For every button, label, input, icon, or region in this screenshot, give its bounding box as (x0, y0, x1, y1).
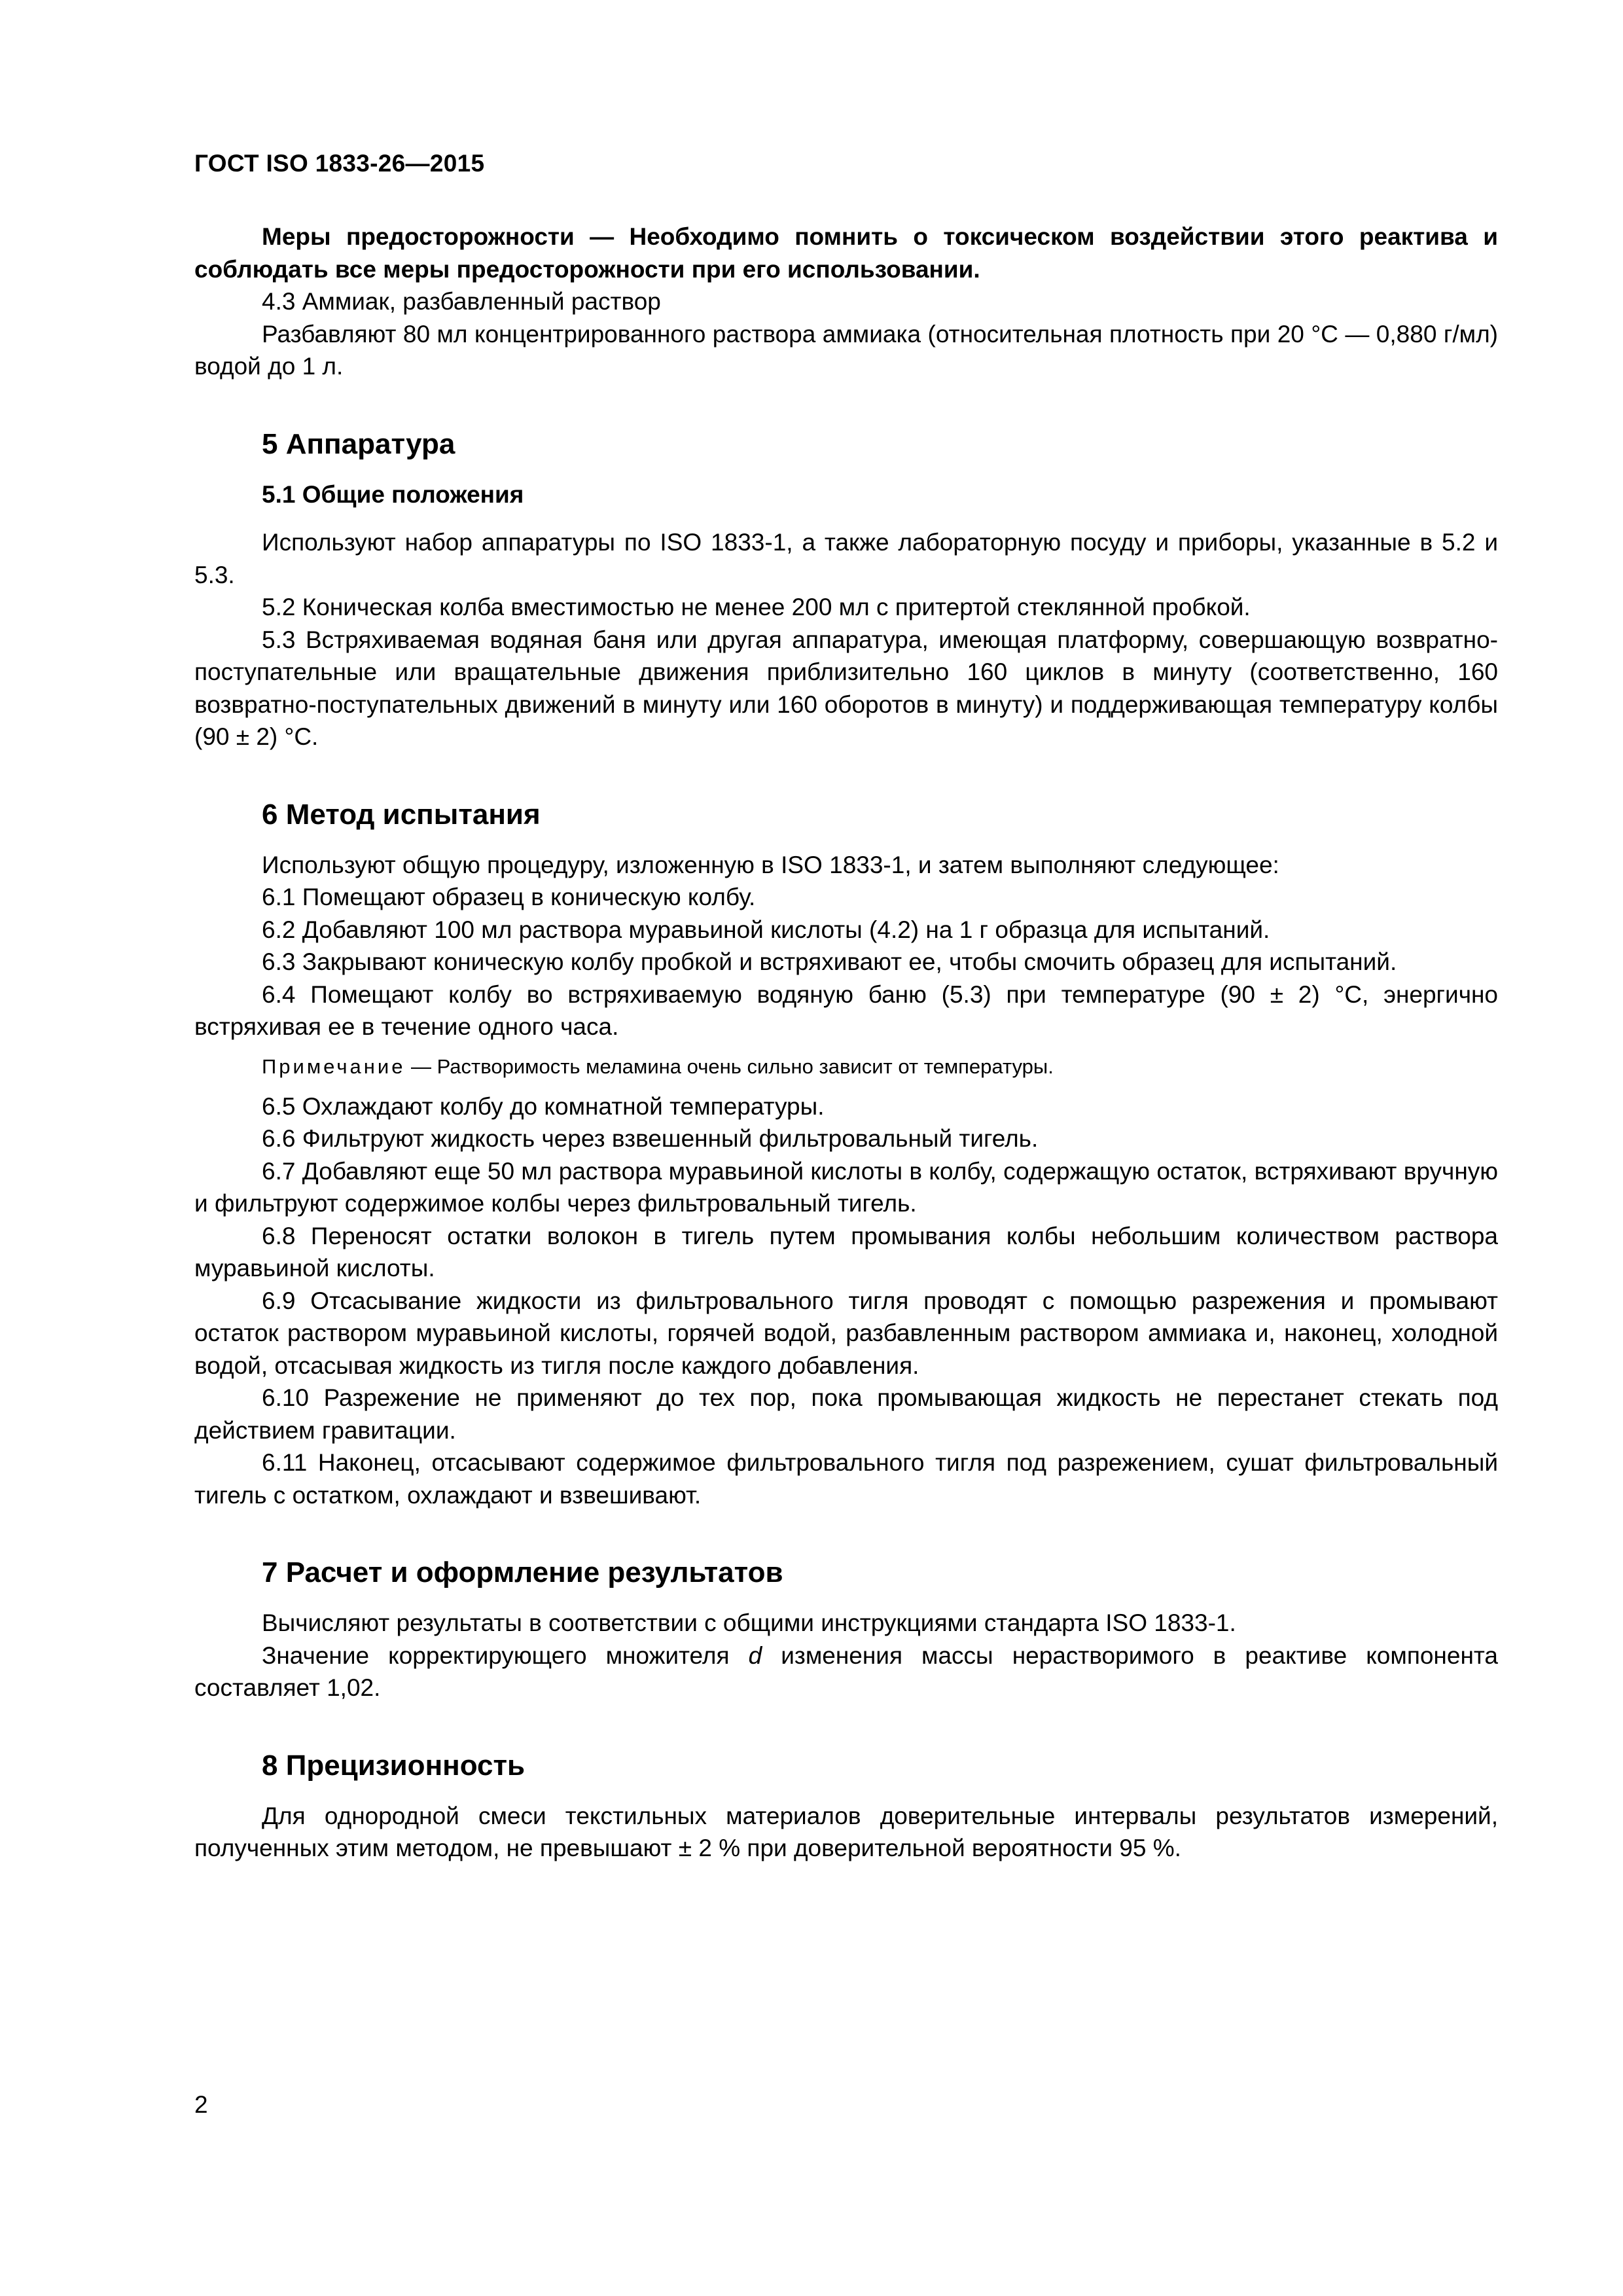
document-body (194, 221, 1498, 1865)
clause-5-3: 5.3 Встряхиваемая водяная баня или другая аппаратура, имеющая платформу, совершающую возвратно-поступательные или вращательные движения приблизительно 160 циклов в минуту (соответственно, 160 возвратно-поступательных движений в минуту или 160 оборотов в минуту) и поддерживающая температуру колбы (90 ± 2) °С. (194, 626, 1498, 750)
clause-6-1: 6.1 Помещают образец в коническую колбу. (262, 884, 756, 910)
clause-4-3-text: Разбавляют 80 мл концентрированного раствора аммиака (относительная плотность при 20 °С — 0,880 г/мл) водой до 1 л. (194, 320, 1498, 380)
note-text: — Растворимость меламина очень сильно зависит от температуры. (405, 1054, 1054, 1078)
section-6-title: 6 Метод испытания (262, 798, 541, 831)
clause-6-11: 6.11 Наконец, отсасывают содержимое фильтровального тигля под разрежением, сушат фильтровальный тигель с остатком, охлаждают и взвешивают. (194, 1449, 1498, 1509)
section-7-text-end: изменения массы нерастворимого в реактиве компонента составляет 1,02. (194, 1641, 1498, 1701)
section-5-title: 5 Аппаратура (262, 427, 455, 460)
subsection-5-1-title: 5.1 Общие положения (262, 480, 524, 508)
clause-6-7: 6.7 Добавляют еще 50 мл раствора муравьиной кислоты в колбу, содержащую остаток, встряхивают вручную и фильтруют содержимое колбы через фильтровальный тигель. (194, 1157, 1498, 1217)
section-7-title: 7 Расчет и оформление результатов (262, 1556, 783, 1588)
section-7-paragraph-2 (194, 1640, 1498, 1704)
correction-factor-symbol: d (748, 1641, 762, 1669)
clause-6-6: 6.6 Фильтруют жидкость через взвешенный фильтровальный тигель. (262, 1125, 1039, 1152)
clause-4-3-title: 4.3 Аммиак, разбавленный раствор (262, 288, 661, 315)
precaution-paragraph: Меры предосторожности — Необходимо помнить о токсическом воздействии этого реактива и соблюдать все меры предосторожности при его использовании. (194, 223, 1498, 283)
clause-6-8: 6.8 Переносят остатки волокон в тигель путем промывания колбы небольшим количеством раствора муравьиной кислоты. (194, 1222, 1498, 1282)
clause-6-4: 6.4 Помещают колбу во встряхиваемую водяную баню (5.3) при температуре (90 ± 2) °С, энергично встряхивая ее в течение одного часа. (194, 980, 1498, 1040)
clause-5-1-text: Используют набор аппаратуры по ISO 1833-1, а также лабораторную посуду и приборы, указанные в 5.2 и 5.3. (194, 529, 1498, 588)
section-8-text: Для однородной смеси текстильных материалов доверительные интервалы результатов измерений, полученных этим методом, не превышают ± 2 % при доверительной вероятности 95 %. (194, 1802, 1498, 1861)
page-number: 2 (194, 2091, 208, 2118)
clause-6-5: 6.5 Охлаждают колбу до комнатной температуры. (262, 1092, 825, 1120)
section-7-text-start: Значение корректирующего множителя (262, 1641, 749, 1669)
section-8-title: 8 Прецизионность (262, 1749, 526, 1782)
note-label: Примечание (262, 1054, 406, 1078)
clause-6-2: 6.2 Добавляют 100 мл раствора муравьиной кислоты (4.2) на 1 г образца для испытаний. (262, 916, 1270, 943)
clause-5-2: 5.2 Коническая колба вместимостью не менее 200 мл с притертой стеклянной пробкой. (262, 594, 1251, 620)
clause-6-3: 6.3 Закрывают коническую колбу пробкой и встряхивают ее, чтобы смочить образец для испытаний. (262, 948, 1397, 975)
document-header: ГОСТ ISO 1833-26—2015 (194, 150, 485, 177)
clause-6-10: 6.10 Разрежение не применяют до тех пор, пока промывающая жидкость не перестанет стекать под действием гравитации. (194, 1384, 1498, 1444)
section-7-paragraph-1: Вычисляют результаты в соответствии с общими инструкциями стандарта ISO 1833-1. (262, 1609, 1236, 1636)
clause-6-9: 6.9 Отсасывание жидкости из фильтровального тигля проводят с помощью разрежения и промывают остаток раствором муравьиной кислоты, горячей водой, разбавленным раствором аммиака и, наконец, холодной водой, отсасывая жидкость из тигля после каждого добавления. (194, 1287, 1498, 1379)
note-paragraph (194, 1052, 1498, 1081)
section-6-intro: Используют общую процедуру, изложенную в ISO 1833-1, и затем выполняют следующее: (262, 851, 1279, 878)
